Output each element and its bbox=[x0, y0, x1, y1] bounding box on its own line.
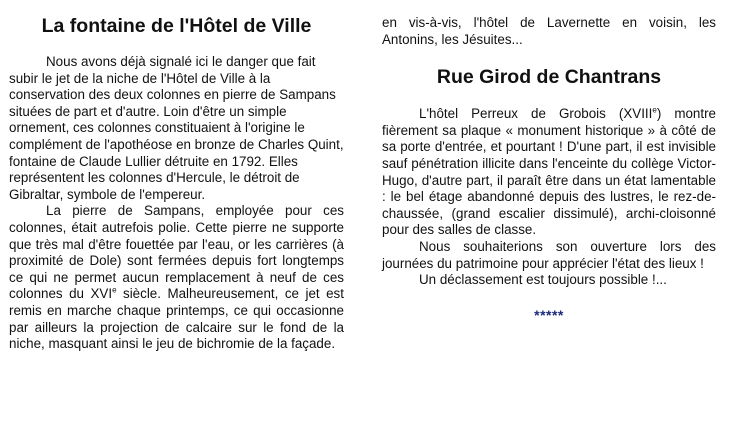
left-column bbox=[9, 0, 344, 353]
paragraph-hotel-perreux bbox=[382, 106, 716, 239]
paragraph-hotel-perreux-part1: L'hôtel Perreux de Grobois (XVIII bbox=[419, 106, 653, 122]
paragraph-fontaine-intro: Nous avons déjà signalé ici le danger que fait subir le jet de la niche de l'Hôtel de Ville à la conservation des deux colonnes en pierre de Sampans situées de part et d'autre. Loin d'être un simple ornement, ces colonnes constituaient à l'origine le complément de l'apothéose en bronze de Charles Quint, fontaine de Claude Lullier détruite en 1792. Elles représentent les colonnes d'Hercule, le détroit de Gibraltar, symbole de l'empereur. bbox=[9, 54, 344, 202]
superscript-century: e bbox=[112, 285, 117, 295]
paragraph-pierre-sampans-part2: siècle. Malheureusement, ce jet est remis en marche chaque printemps, ce qui occasionne par ailleurs la projection de calcaire sur le fond de la niche, masquant ainsi le jeu de bichromie de la façade. bbox=[9, 286, 344, 352]
right-column bbox=[382, 0, 716, 323]
paragraph-hotel-perreux-part2: ) montre fièrement sa plaque « monument historique » à côté de sa porte d'entrée, et pourtant ! D'une part, il est invisible sauf pénétration illicite dans l'enceinte du collège Victor-Hugo, d'autre part, il paraît être dans un état lamentable : le bel étage abandonné depuis des lustres, le rez-de-chaussée, (grand escalier dissimulé), archi-cloisonné pour des salles de classe. bbox=[382, 106, 717, 238]
article-title-girod: Rue Girod de Chantrans bbox=[436, 66, 662, 89]
superscript-century: e bbox=[652, 105, 657, 115]
paragraph-continuation: en vis-à-vis, l'hôtel de Lavernette en voisin, les Antonins, les Jésuites... bbox=[382, 15, 716, 47]
paragraph-pierre-sampans bbox=[9, 203, 344, 352]
paragraph-pierre-sampans-part1: La pierre de Sampans, employée pour ces colonnes, était autrefois polie. Cette pierre ne supporte que très mal d'être fouettée par l'eau, or les carrières (à proximité de Dole) sont fermées depuis fort longtemps ce qui ne permet aucun remplacement à neuf de ces colonnes du XVI bbox=[9, 203, 344, 302]
paragraph-declassement: Un déclassement est toujours possible !... bbox=[419, 272, 667, 288]
section-separator-stars: ***** bbox=[534, 306, 564, 323]
article-title-fontaine: La fontaine de l'Hôtel de Ville bbox=[41, 15, 312, 37]
paragraph-ouverture: Nous souhaiterions son ouverture lors des journées du patrimoine pour apprécier l'état des lieux ! bbox=[382, 238, 716, 271]
